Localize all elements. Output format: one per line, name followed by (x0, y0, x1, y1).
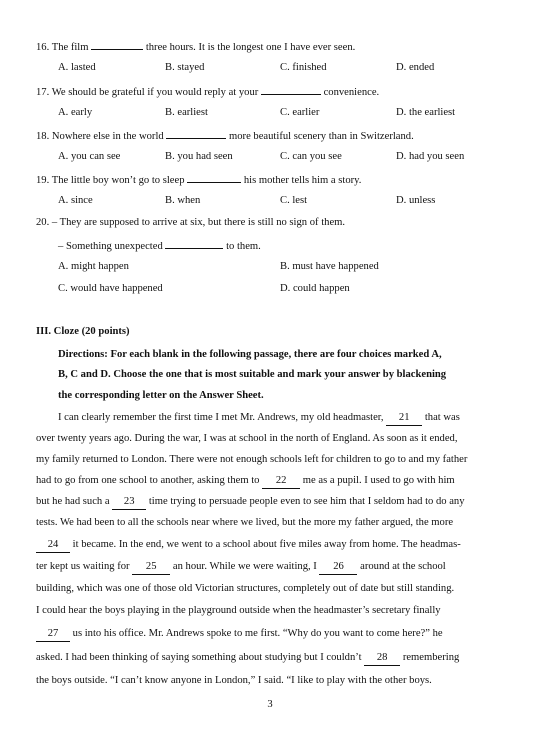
passage-line (58, 411, 460, 426)
passage-line: my family returned to London. There were not enough schools left for children to go to and my father (36, 454, 468, 465)
question-number: 18. (36, 131, 50, 142)
question-20-line2 (58, 238, 261, 254)
passage-line (36, 495, 465, 510)
question-text: more beautiful scenery than in Switzerland. (229, 131, 414, 142)
answer-blank (166, 128, 226, 139)
option-c: C. would have happened (58, 283, 163, 294)
passage-text: around at the school (360, 561, 446, 572)
passage-text: but he had such a (36, 496, 110, 507)
passage-line (36, 627, 443, 642)
passage-text: had to go from one school to another, asking them to (36, 475, 260, 486)
passage-line: building, which was one of those old Victorian structures, completely out of date but still standing. (36, 583, 455, 594)
question-text: – They are supposed to arrive at six, but there is still no sign of them. (51, 217, 346, 228)
question-text: his mother tells him a story. (243, 175, 362, 186)
cloze-blank-22: 22 (262, 474, 300, 489)
passage-line: I could hear the boys playing in the playground outside when the headmaster’s secretary finally (36, 605, 441, 616)
passage-line (36, 651, 459, 666)
passage-text: ter kept us waiting for (36, 561, 130, 572)
option-d: D. had you seen (396, 151, 465, 162)
section-heading: III. Cloze (20 points) (36, 326, 130, 337)
passage-line: over twenty years ago. During the war, I was at school in the north of England. As soon as it ended, (36, 433, 458, 444)
passage-line (36, 560, 446, 575)
question-number: 19. (36, 175, 50, 186)
option-c: C. lest (280, 195, 308, 206)
question-text: three hours. It is the longest one I have ever seen. (145, 42, 356, 53)
cloze-blank-27: 27 (36, 627, 70, 642)
option-d: D. unless (396, 195, 436, 206)
directions-line-1: Directions: For each blank in the following passage, there are four choices marked A, (58, 349, 442, 360)
cloze-blank-26: 26 (319, 560, 357, 575)
question-text: Nowhere else in the world (51, 131, 164, 142)
directions-line-2: B, C and D. Choose the one that is most suitable and mark your answer by blackening (58, 369, 447, 380)
passage-line (36, 474, 455, 489)
directions-line-3: the corresponding letter on the Answer Sheet. (58, 390, 264, 401)
passage-line: tests. We had been to all the schools near where we lived, but the more my father argued, the more (36, 517, 454, 528)
option-a: A. you can see (58, 151, 121, 162)
question-text: – Something unexpected (58, 241, 163, 252)
option-a: A. early (58, 107, 93, 118)
option-a: A. lasted (58, 62, 96, 73)
option-d: D. ended (396, 62, 435, 73)
question-number: 16. (36, 42, 50, 53)
question-text: to them. (226, 241, 261, 252)
passage-text: us into his office. Mr. Andrews spoke to me first. “Why do you want to come here?” he (72, 628, 443, 639)
option-b: B. when (165, 195, 201, 206)
option-c: C. finished (280, 62, 327, 73)
passage-text: that was (424, 412, 460, 423)
answer-blank (187, 172, 241, 183)
cloze-blank-23: 23 (112, 495, 146, 510)
question-text: The film (51, 42, 89, 53)
question-20 (36, 216, 345, 230)
question-18 (36, 128, 414, 144)
passage-text: me as a pupil. I used to go with him (302, 475, 455, 486)
passage-text: it became. In the end, we went to a school about five miles away from home. The headmas- (72, 539, 461, 550)
option-d: D. the earliest (396, 107, 456, 118)
question-17 (36, 84, 379, 100)
cloze-blank-25: 25 (132, 560, 170, 575)
passage-line: the boys outside. “I can’t know anyone in London,” I said. “I like to play with the other boys. (36, 675, 432, 686)
passage-text: an hour. While we were waiting, I (172, 561, 317, 572)
page-number: 3 (267, 699, 273, 710)
cloze-blank-28: 28 (364, 651, 400, 666)
question-text: We should be grateful if you would reply at your (51, 87, 259, 98)
option-b: B. earliest (165, 107, 208, 118)
passage-text: I can clearly remember the first time I met Mr. Andrews, my old headmaster, (58, 412, 384, 423)
question-text: The little boy won’t go to sleep (51, 175, 185, 186)
cloze-blank-24: 24 (36, 538, 70, 553)
option-b: B. stayed (165, 62, 205, 73)
question-number: 17. (36, 87, 50, 98)
option-c: C. earlier (280, 107, 320, 118)
answer-blank (261, 84, 321, 95)
option-b: B. you had seen (165, 151, 233, 162)
answer-blank (91, 39, 143, 50)
option-a: A. might happen (58, 261, 129, 272)
question-text: convenience. (323, 87, 380, 98)
option-d: D. could happen (280, 283, 350, 294)
passage-text: asked. I had been thinking of saying something about studying but I couldn’t (36, 652, 362, 663)
option-c: C. can you see (280, 151, 342, 162)
option-a: A. since (58, 195, 93, 206)
option-b: B. must have happened (280, 261, 379, 272)
passage-text: remembering (402, 652, 460, 663)
question-number: 20. (36, 217, 50, 228)
question-16 (36, 39, 355, 55)
passage-line (36, 538, 461, 553)
question-19 (36, 172, 361, 188)
passage-text: time trying to persuade people even to see him that I seldom had to do any (148, 496, 465, 507)
cloze-blank-21: 21 (386, 411, 422, 426)
answer-blank (165, 238, 223, 249)
